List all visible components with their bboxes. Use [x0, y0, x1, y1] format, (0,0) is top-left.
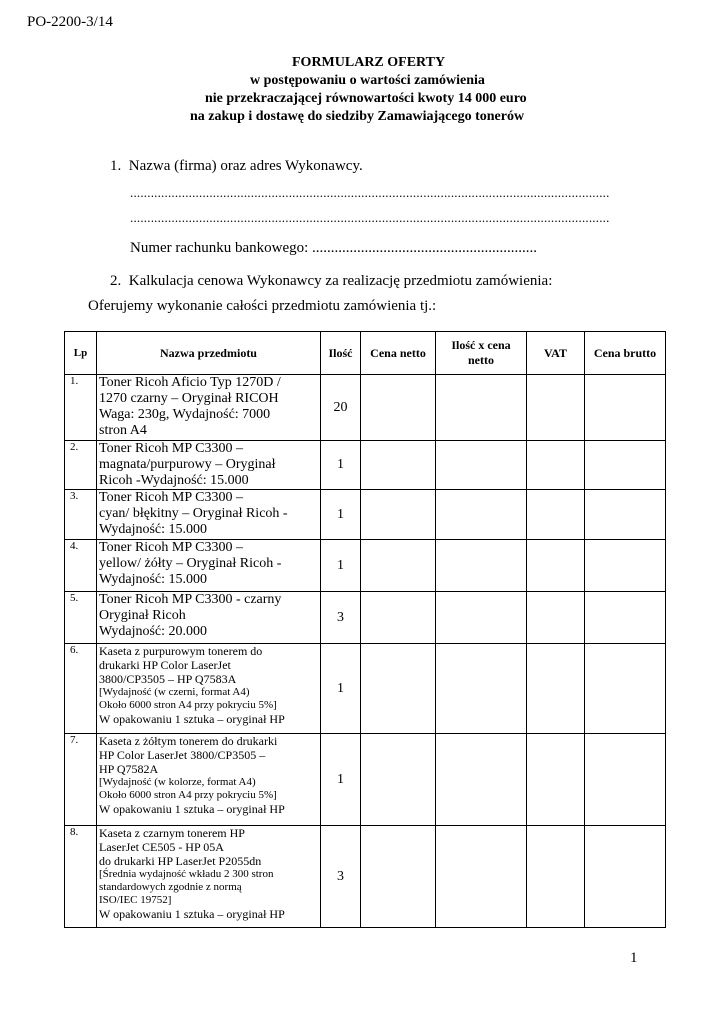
row-gross-price-cell[interactable]: [585, 441, 666, 490]
row-vat-cell[interactable]: [527, 490, 585, 540]
form-title: FORMULARZ OFERTY: [292, 55, 446, 70]
row-item-name: [97, 826, 321, 928]
row-net-price-cell[interactable]: [361, 490, 436, 540]
item-line: Kaseta z żółtym tonerem do drukarki: [99, 734, 278, 748]
row-qty-x-net-cell[interactable]: [436, 734, 527, 826]
header-net-price: Cena netto: [361, 332, 436, 375]
table-row: [65, 441, 666, 490]
row-item-name: [97, 592, 321, 644]
row-vat-cell[interactable]: [527, 540, 585, 592]
header-quantity: Ilość: [321, 332, 361, 375]
item-line: do drukarki HP LaserJet P2055dn: [99, 854, 262, 868]
item-line: Toner Ricoh Aficio Typ 1270D /: [99, 375, 281, 390]
row-vat-cell[interactable]: [527, 734, 585, 826]
table-row: [65, 592, 666, 644]
item-line: cyan/ błękitny – Oryginał Ricoh -: [99, 506, 288, 521]
row-qty-x-net-cell[interactable]: [436, 441, 527, 490]
table-row: [65, 490, 666, 540]
contractor-name-field[interactable]: ...........................................................................................................................................: [130, 185, 610, 200]
item-line: HP Color LaserJet 3800/CP3505 –: [99, 748, 266, 762]
contractor-name-label: 1. Nazwa (firma) oraz adres Wykonawcy.: [110, 158, 363, 174]
offer-statement: Oferujemy wykonanie całości przedmiotu zamówienia tj.:: [88, 298, 437, 314]
item-line: Oryginał Ricoh: [99, 608, 186, 623]
row-item-name: [97, 644, 321, 734]
row-quantity: 3: [321, 826, 361, 928]
row-net-price-cell[interactable]: [361, 441, 436, 490]
item-line: LaserJet CE505 - HP 05A: [99, 840, 224, 854]
row-qty-x-net-cell[interactable]: [436, 540, 527, 592]
page-number: 1: [630, 950, 638, 966]
row-gross-price-cell[interactable]: [585, 734, 666, 826]
row-qty-x-net-cell[interactable]: [436, 490, 527, 540]
header-vat: VAT: [527, 332, 585, 375]
item-line: W opakowaniu 1 sztuka – oryginał HP: [99, 712, 285, 726]
item-line: Ricoh -Wydajność: 15.000: [99, 473, 249, 488]
row-qty-x-net-cell[interactable]: [436, 644, 527, 734]
row-quantity: 1: [321, 734, 361, 826]
item-line: W opakowaniu 1 sztuka – oryginał HP: [99, 802, 285, 816]
row-gross-price-cell[interactable]: [585, 826, 666, 928]
table-row: [65, 644, 666, 734]
row-lp: 3.: [65, 490, 97, 540]
row-gross-price-cell[interactable]: [585, 375, 666, 441]
row-lp: 6.: [65, 644, 97, 734]
row-lp: 5.: [65, 592, 97, 644]
item-line: magnata/purpurowy – Oryginał: [99, 457, 276, 472]
row-quantity: 1: [321, 644, 361, 734]
item-line: Toner Ricoh MP C3300 –: [99, 441, 243, 456]
row-vat-cell[interactable]: [527, 826, 585, 928]
item-line: [Wydajność (w czerni, format A4): [99, 686, 250, 698]
header-lp: Lp: [65, 332, 97, 375]
item-line: 3800/CP3505 – HP Q7583A: [99, 672, 237, 686]
price-calculation-label: 2. Kalkulacja cenowa Wykonawcy za realizację przedmiotu zamówienia:: [110, 273, 553, 289]
row-net-price-cell[interactable]: [361, 540, 436, 592]
row-lp: 1.: [65, 375, 97, 441]
table-row: [65, 375, 666, 441]
document-code: PO-2200-3/14: [27, 14, 113, 30]
item-line: HP Q7582A: [99, 762, 159, 776]
row-item-name: [97, 490, 321, 540]
item-line: Toner Ricoh MP C3300 –: [99, 490, 243, 505]
item-line: Toner Ricoh MP C3300 - czarny: [99, 592, 282, 607]
row-vat-cell[interactable]: [527, 644, 585, 734]
row-qty-x-net-cell[interactable]: [436, 592, 527, 644]
item-line: Kaseta z purpurowym tonerem do: [99, 644, 263, 658]
header-item-name: Nazwa przedmiotu: [97, 332, 321, 375]
item-line: Około 6000 stron A4 przy pokryciu 5%]: [99, 699, 277, 711]
item-line: [Średnia wydajność wkładu 2 300 stron: [99, 868, 274, 880]
row-lp: 8.: [65, 826, 97, 928]
row-gross-price-cell[interactable]: [585, 490, 666, 540]
row-net-price-cell[interactable]: [361, 592, 436, 644]
item-line: Kaseta z czarnym tonerem HP: [99, 826, 245, 840]
item-line: Wydajność: 20.000: [99, 624, 208, 639]
row-quantity: 1: [321, 490, 361, 540]
row-vat-cell[interactable]: [527, 375, 585, 441]
row-qty-x-net-cell[interactable]: [436, 375, 527, 441]
item-line: Toner Ricoh MP C3300 –: [99, 540, 243, 555]
row-gross-price-cell[interactable]: [585, 644, 666, 734]
item-line: 1270 czarny – Oryginał RICOH: [99, 391, 279, 406]
row-gross-price-cell[interactable]: [585, 540, 666, 592]
header-qty-x-net: Ilość x cena netto: [436, 332, 527, 375]
item-line: yellow/ żółty – Oryginał Ricoh -: [99, 556, 282, 571]
item-line: ISO/IEC 19752]: [99, 894, 172, 906]
header-gross-price: Cena brutto: [585, 332, 666, 375]
row-vat-cell[interactable]: [527, 592, 585, 644]
item-line: W opakowaniu 1 sztuka – oryginał HP: [99, 907, 285, 921]
row-item-name: [97, 734, 321, 826]
table-row: [65, 734, 666, 826]
form-subtitle-line-3: na zakup i dostawę do siedziby Zamawiającego tonerów: [190, 109, 525, 124]
bank-account-field[interactable]: Numer rachunku bankowego: ............................................................: [130, 240, 538, 256]
item-line: Około 6000 stron A4 przy pokryciu 5%]: [99, 789, 277, 801]
row-net-price-cell[interactable]: [361, 644, 436, 734]
item-line: [Wydajność (w kolorze, format A4): [99, 776, 256, 788]
row-gross-price-cell[interactable]: [585, 592, 666, 644]
form-subtitle-line-2: nie przekraczającej równowartości kwoty 14 000 euro: [205, 91, 527, 106]
row-net-price-cell[interactable]: [361, 826, 436, 928]
table-row: [65, 826, 666, 928]
row-qty-x-net-cell[interactable]: [436, 826, 527, 928]
row-quantity: 3: [321, 592, 361, 644]
form-subtitle-line-1: w postępowaniu o wartości zamówienia: [250, 73, 485, 88]
table-row: [65, 540, 666, 592]
row-item-name: [97, 375, 321, 441]
row-lp: 2.: [65, 441, 97, 490]
row-item-name: [97, 540, 321, 592]
row-vat-cell[interactable]: [527, 441, 585, 490]
row-quantity: 1: [321, 441, 361, 490]
item-line: Wydajność: 15.000: [99, 572, 208, 587]
offer-table: [64, 331, 666, 928]
contractor-address-field[interactable]: ...........................................................................................................................................: [130, 210, 610, 225]
row-net-price-cell[interactable]: [361, 375, 436, 441]
item-line: drukarki HP Color LaserJet: [99, 658, 231, 672]
table-header-row: [65, 332, 666, 375]
row-net-price-cell[interactable]: [361, 734, 436, 826]
row-quantity: 20: [321, 375, 361, 441]
row-lp: 4.: [65, 540, 97, 592]
item-line: stron A4: [99, 423, 147, 438]
row-item-name: [97, 441, 321, 490]
item-line: Waga: 230g, Wydajność: 7000: [99, 407, 271, 422]
row-quantity: 1: [321, 540, 361, 592]
row-lp: 7.: [65, 734, 97, 826]
item-line: standardowych zgodnie z normą: [99, 881, 242, 893]
item-line: Wydajność: 15.000: [99, 522, 208, 537]
